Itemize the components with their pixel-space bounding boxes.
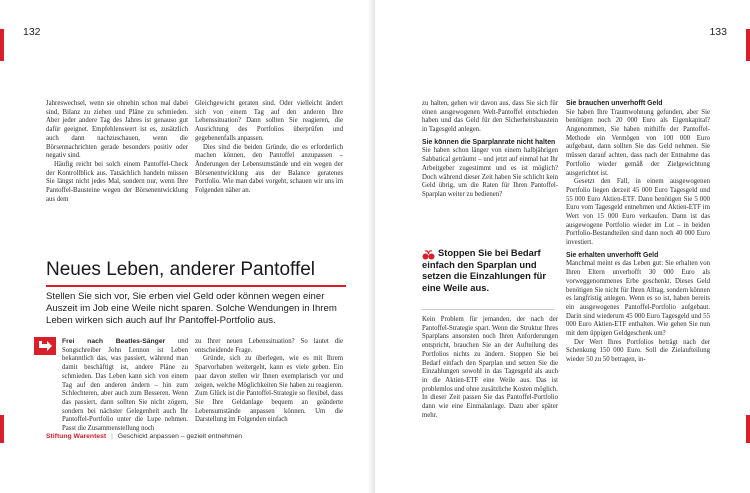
left-col1-top <box>46 100 188 204</box>
paragraph: Gesetzt den Fall, in einem ausgewogenen Portfolio liegen derzeit 45 000 Euro Tagesgeld und 55 000 Euro Aktien-ETF. Dann benötigen Sie 5 000 Euro vom Tagesgeld entnehmen und Aktien-ETF im Wert von 15 000 Euro verkaufen. Dann ist das ausgewogene Portfolio wieder im Lot – in beiden Portfolio-Bestandteilen sind dann noch 40 000 Euro investiert. <box>566 178 710 247</box>
accent-bar-bottom-left <box>0 415 4 443</box>
tip-divider <box>422 309 554 310</box>
lead-in: Frei nach Beatles-Sänger <box>62 338 166 345</box>
accent-bar-top-right <box>746 29 750 61</box>
tip-text: Stoppen Sie bei Bedarf einfach den Sparplan und setzen die Einzahlungen für eine Weile aus. <box>422 247 546 293</box>
page-footer <box>46 433 242 440</box>
subheading: Sie können die Sparplanrate nicht halten <box>422 138 556 146</box>
right-col2 <box>566 100 710 365</box>
paragraph: Der Wert Ihres Portfolios beträgt nach der Schenkung 150 000 Euro. Soll die Zielaufteilung wieder 50 zu 50 betragen, in- <box>566 338 710 364</box>
paragraph: Häufig reicht bei solch einem Pantoffel-Check der Kontrollblick aus. Tatsächlich handeln müssen Sie längst nicht jedes Mal, sondern nur, wenn Ihre Pantoffel-Bausteine wegen der Börsenentwicklung aus dem <box>46 160 188 203</box>
arrow-right-icon <box>34 337 56 355</box>
paragraph: Manchmal meint es das Leben gut: Sie erhalten von Ihren Eltern unverhofft 30 000 Euro als vorweggenommenes Erbe geschenkt. Dieses Geld benötigen Sie nicht für Ihren Alltag, sondern können es langfristig anlegen. Wenn es so ist, haben bereits ein ausgewogenes Pantoffel-Portfolio aufgebaut. Darin sind wiederum 45 000 Euro Tagesgeld und 55 000 Euro Aktien-ETF enthalten. Wie gehen Sie nun mit dem üppigen Geldgeschenk um? <box>566 260 710 338</box>
paragraph: Frei nach Beatles-Sänger und Songschreiber John Lennon ist Leben bekanntlich das, was passiert, während man damit beschäftigt ist, andere Pläne zu schmieden. Das Leben kann sich von einem Tag auf den anderen ändern – hin zum Schlechteren, aber auch zum Besseren. Wenn das passiert, dann sollten Sie nicht zögern, sondern bei nächster Gelegenheit auch Ihr Pantoffel-Portfolio unter die Lupe nehmen. Passt die Zusammenstellung noch <box>62 338 188 433</box>
section-heading: Neues Leben, anderer Pantoffel <box>46 259 316 280</box>
heading-underline <box>46 285 346 287</box>
left-col2-top <box>195 100 343 196</box>
page-number-right: 133 <box>709 26 727 38</box>
lead-paragraph: Stellen Sie sich vor, Sie erben viel Geld oder können wegen einer Auszeit im Job eine Weile nicht sparen. Solche Wendungen in Ihrem Leben wirken sich auch auf Ihr Pantoffel-Portfolio aus. <box>46 291 337 327</box>
paragraph: Kein Problem für jemanden, der nach der Pantoffel-Strategie spart. Wenn die Struktur Ihres Sparplans ansonsten noch Ihren Anforderungen entspricht, brauchen Sie an der Aufteilung des Portfolios nichts zu ändern. Stoppen Sie bei Bedarf einfach den Sparplan und setzen Sie die Einzahlungen sowohl in das Tagesgeld als auch in die Aktien-ETF eine Weile aus. Das ist problemlos und ohne zusätzliche Kosten möglich. In dieser Zeit passen Sie das Pantoffel-Portfolio dann wie eine Einmalanlage. Dazu aber später mehr. <box>422 316 558 419</box>
footer-separator: | <box>111 433 113 440</box>
right-col1-top <box>422 100 558 200</box>
subheading: Sie erhalten unverhofft Geld <box>566 251 659 259</box>
paragraph: Sie haben Ihre Traumwohnung gefunden, aber Sie benötigen noch 20 000 Euro als Eigenkapital? Angenommen, Sie haben mithilfe der Pantoffel-Methode ein Vermögen von 100 000 Euro aufgebaut, dann sollten Sie das Geld nehmen. Sie müssen darauf achten, dass nach der Entnahme das Portfolio wieder gemäß der Zielgewichtung ausgerichtet ist. <box>566 108 710 177</box>
footer-title: Geschickt anpassen – gezielt entnehmen <box>117 433 243 440</box>
left-col1-bottom <box>62 338 188 434</box>
subheading: Sie brauchen unverhofft Geld <box>566 100 663 107</box>
paragraph: Sie haben schon länger von einem halbjährigen Sabbatical geträumt – und jetzt auf einmal hat Ihr Arbeitgeber zugestimmt und es ist möglich? Doch während dieser Zeit haben Sie schlicht kein Geld übrig, um die Raten für Ihren Pantoffel-Sparplan weiter zu bedienen? <box>422 147 558 198</box>
right-col1-bottom <box>422 316 558 420</box>
paragraph: Jahreswechsel, wenn sie ohnehin schon mal dabei sind, Bilanz zu ziehen und Pläne zu schmieden. Aber jeder andere Tag des Jahres ist genauso gut dafür geeignet. Empfehlenswert ist es, zusätzlich auch dann nachzuschauen, wenn die Börsennachrichten gerade besonders positiv oder negativ sind. <box>46 100 188 160</box>
accent-bar-bottom-right <box>746 415 750 443</box>
accent-bar-top-left <box>0 29 4 61</box>
paragraph: Gründe, sich zu überlegen, wie es mit Ihrem Sparvorhaben weitergeht, kann es viele geben. Ein paar davon stellen wir Ihnen exemplarisch vor und zeigen, welche Möglichkeiten Sie haben zu reagieren. Zum Glück ist die Pantoffel-Strategie so flexibel, dass Sie Ihre Geldanlage bequem an geänderte Lebensumstände anpassen können. Um die Darstellung im Folgenden einfach <box>195 355 343 424</box>
page-number-left: 132 <box>23 26 41 38</box>
footer-brand: Stiftung Warentest <box>46 433 107 440</box>
left-col2-bottom <box>195 338 343 425</box>
paragraph: zu Ihrer neuen Lebenssituation? So lautet die entscheidende Frage. <box>195 338 343 354</box>
paragraph: zu halten, gehen wir davon aus, dass Sie sich für einen ausgewogenen Welt-Pantoffel entschieden haben und das Geld für den Sicherheitsbaustein in Tagesgeld anlegen. <box>422 100 558 134</box>
paragraph: Gleichgewicht geraten sind. Oder vielleicht ändert sich von einem Tag auf den anderen Ihre Lebenssituation? Dann sollten Sie reagieren, die Ausrichtung des Portfolios überprüfen und gegebenenfalls anpassen. <box>195 100 343 142</box>
paragraph: Dies sind die beiden Gründe, die es erforderlich machen können, den Pantoffel anzupassen – Änderungen der Lebensumstände und ein wegen der Börsenentwicklung aus der Balance geratenes Portfolio. Wie man dabei vorgeht, schauen wir uns im Folgenden näher an. <box>195 143 343 195</box>
